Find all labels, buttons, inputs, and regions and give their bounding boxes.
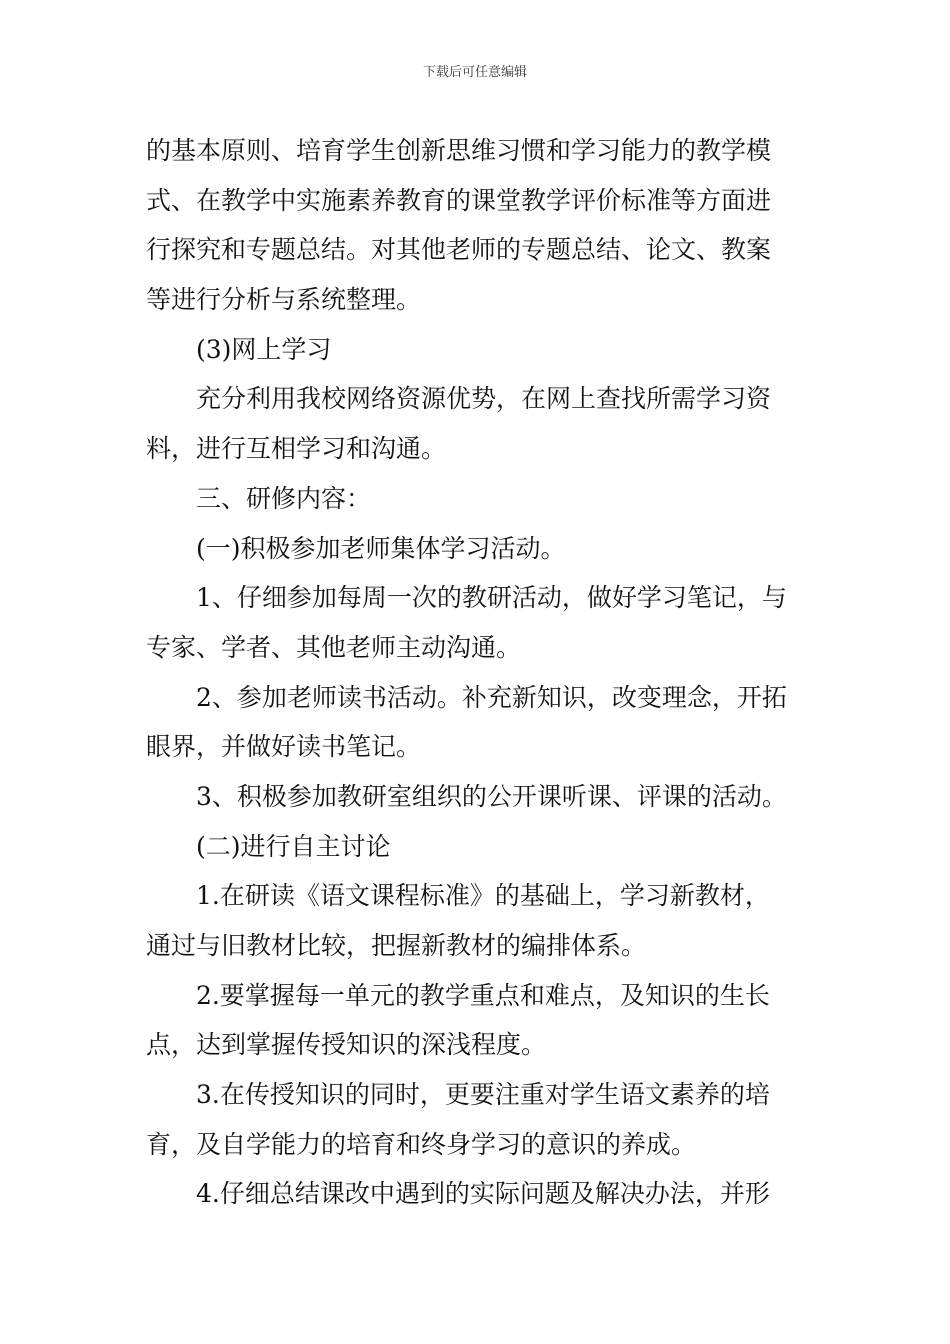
text-line: 通过与旧教材比较，把握新教材的编排体系。 <box>146 931 647 960</box>
text-line: 等进行分析与系统整理。 <box>146 285 422 315</box>
text-line: 2、参加老师读书活动。补充新知识，改变理念，开拓 <box>196 682 787 712</box>
text-line: 点，达到掌握传授知识的深浅程度。 <box>146 1030 547 1060</box>
text-line: 料，进行互相学习和沟通。 <box>146 434 447 464</box>
text-line: (一)积极参加老师集体学习活动。 <box>196 533 566 563</box>
text-line: 专家、学者、其他老师主动沟通。 <box>146 632 522 662</box>
text-line: (3)网上学习 <box>196 334 332 364</box>
text-line: 2.要掌握每一单元的教学重点和难点，及知识的生长 <box>196 980 770 1010</box>
text-line: 3、积极参加教研室组织的公开课听课、评课的活动。 <box>196 781 787 811</box>
text-line: 1、仔细参加每周一次的教研活动，做好学习笔记，与 <box>196 583 787 613</box>
text-line: 充分利用我校网络资源优势，在网上查找所需学习资 <box>196 384 772 414</box>
text-line: 式、在教学中实施素养教育的课堂教学评价标准等方面进 <box>146 185 772 215</box>
page-header: 下载后可任意编辑 <box>422 65 527 80</box>
text-line: 1.在研读《语文课程标准》的基础上，学习新教材， <box>196 881 770 911</box>
text-line: 的基本原则、培育学生创新思维习惯和学习能力的教学模 <box>146 136 772 165</box>
text-line: 4.仔细总结课改中遇到的实际问题及解决办法，并形 <box>196 1179 770 1209</box>
text-line: 三、研修内容： <box>196 483 372 513</box>
text-line: 3.在传授知识的同时，更要注重对学生语文素养的培 <box>196 1080 770 1110</box>
document-body <box>146 126 806 1219</box>
text-line: 行探究和专题总结。对其他老师的专题总结、论文、教案 <box>146 235 772 265</box>
text-line: 育，及自学能力的培育和终身学习的意识的养成。 <box>146 1129 697 1159</box>
text-line: 眼界，并做好读书笔记。 <box>146 732 422 762</box>
text-line: (二)进行自主讨论 <box>196 831 391 861</box>
